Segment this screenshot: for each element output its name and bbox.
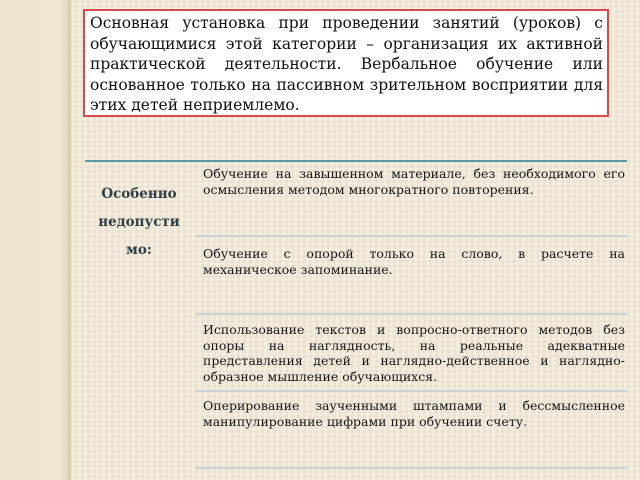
left-decorative-stripe — [0, 0, 68, 480]
left-divider-line — [68, 0, 71, 480]
list-item: Обучение с опорой только на слово, в расчете на механическое запоминание. — [203, 246, 625, 277]
restrictions-table — [85, 160, 627, 470]
row-divider — [195, 235, 627, 237]
list-item: Использование текстов и вопросно-ответного методов без опоры на наглядность, на реальные адекватные представления детей и наглядно-действенное и наглядно-образное мышление обучающихся. — [203, 322, 625, 384]
intro-paragraph: Основная установка при проведении занятий (уроков) с обучающимися этой категории – организация их активной практической деятельности. Вербальное обучение или основанное только на пассивном зрительном восприятии для этих детей неприемлемо. — [90, 14, 603, 114]
table-heading — [85, 180, 193, 264]
list-item: Обучение на завышенном материале, без необходимого его осмысления методом многократного повторения. — [203, 166, 625, 197]
row-divider — [195, 467, 627, 469]
list-item: Оперирование заученными штампами и бессмысленное манипулирование цифрами при обучении счету. — [203, 398, 625, 429]
row-divider — [195, 390, 627, 392]
heading-line: мо: — [126, 242, 152, 258]
row-divider — [195, 313, 627, 315]
table-top-rule — [85, 160, 627, 162]
heading-line: недопусти — [98, 214, 180, 230]
heading-line: Особенно — [101, 186, 177, 202]
intro-text-box — [83, 9, 609, 117]
